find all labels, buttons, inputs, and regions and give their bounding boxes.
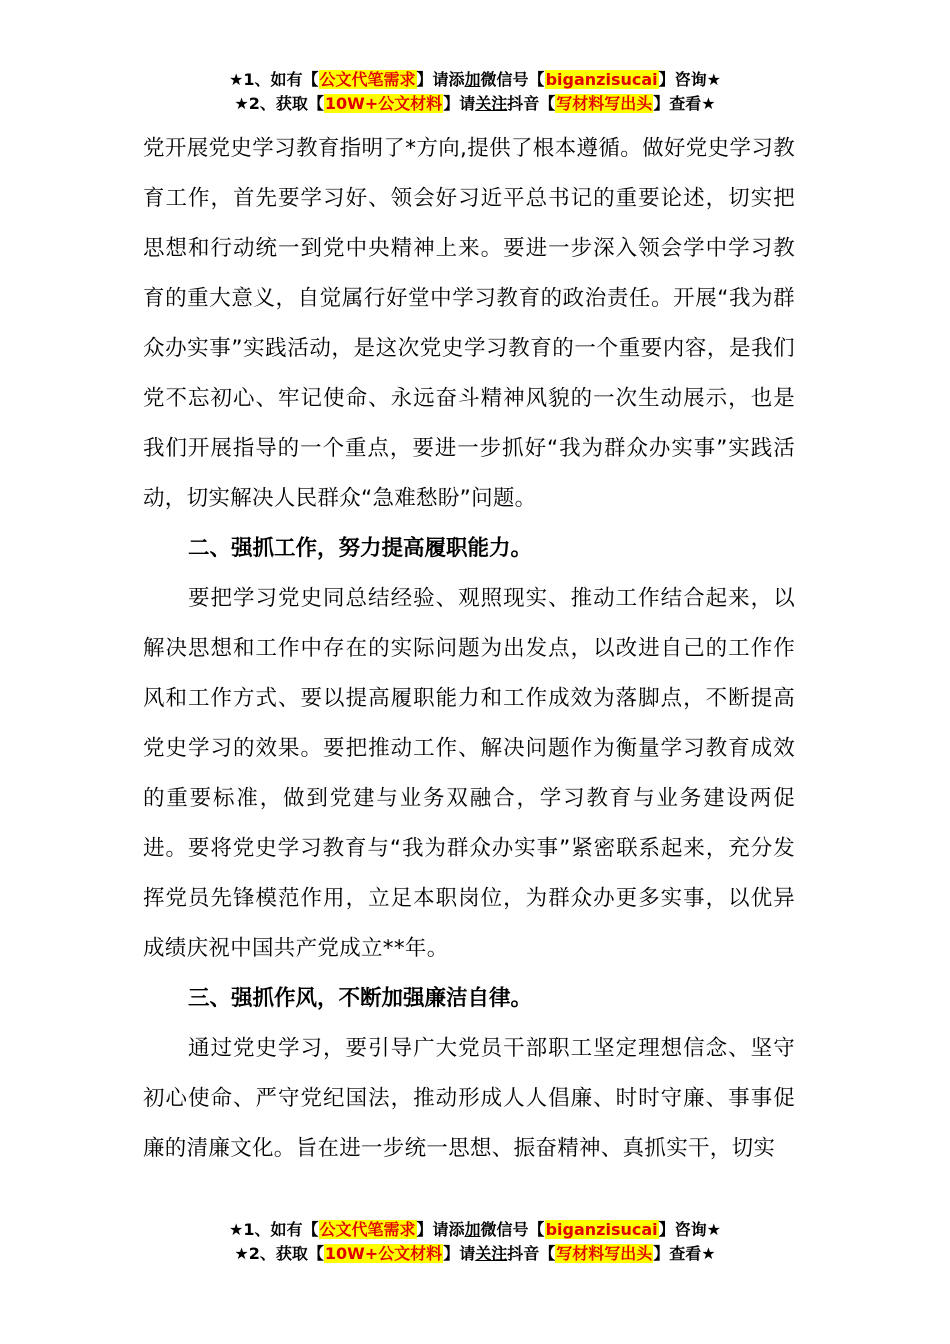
section-heading-3: 三、强抓作风，不断加强廉洁自律。 xyxy=(188,986,533,1011)
banner-text: 微信号【 xyxy=(480,1220,545,1239)
banner-text: ★2、获取【 xyxy=(234,1244,324,1263)
highlight-text: 10W+公文材料 xyxy=(324,1244,443,1263)
underlined-text: 关注 xyxy=(475,94,508,113)
banner-text: ★1、如有【 xyxy=(229,70,319,89)
highlight-text: 公文代笔需求 xyxy=(319,70,416,89)
banner-text: 抖音【 xyxy=(507,94,556,113)
banner-line-1 xyxy=(0,68,950,92)
underlined-text: 加 xyxy=(464,1220,481,1239)
banner-text: 】咨询★ xyxy=(658,1220,721,1239)
highlight-text: biganzisucai xyxy=(545,1220,658,1239)
underlined-text: 关注 xyxy=(475,1244,508,1263)
banner-text: ★2、获取【 xyxy=(234,94,324,113)
section-heading-2: 二、强抓工作，努力提高履职能力。 xyxy=(188,536,533,561)
paragraph-3: 通过党史学习，要引导广大党员干部职工坚定理想信念、坚守初心使命、严守党纪国法，推动形成人人倡廉、时时守廉、事事促廉的清廉文化。旨在进一步统一思想、振奋精神、真抓实干，切实 xyxy=(143,1036,795,1161)
footer-banner xyxy=(0,1218,950,1266)
banner-text: 】咨询★ xyxy=(658,70,721,89)
highlight-text: 10W+公文材料 xyxy=(324,94,443,113)
banner-text: 】请 xyxy=(443,94,476,113)
header-banner xyxy=(0,68,950,116)
banner-text: ★1、如有【 xyxy=(229,1220,319,1239)
underlined-text: 加 xyxy=(464,70,481,89)
banner-text: 微信号【 xyxy=(480,70,545,89)
banner-text: 】请添 xyxy=(416,1220,465,1239)
highlight-text: 写材料写出头 xyxy=(556,94,653,113)
banner-line-1 xyxy=(0,1218,950,1242)
highlight-text: 公文代笔需求 xyxy=(319,1220,416,1239)
banner-text: 】查看★ xyxy=(653,1244,716,1263)
banner-text: 】请 xyxy=(443,1244,476,1263)
banner-text: 】查看★ xyxy=(653,94,716,113)
highlight-text: 写材料写出头 xyxy=(556,1244,653,1263)
paragraph-1: 党开展党史学习教育指明了*方向,提供了根本遵循。做好党史学习教育工作，首先要学习好、领会好习近平总书记的重要论述，切实把思想和行动统一到党中央精神上来。要进一步深入领会学中学习教育的重大意义，自觉属行好堂中学习教育的政治责任。开展“我为群众办实事”实践活动，是这次党史学习教育的一个重要内容，是我们党不忘初心、牢记使命、永远奋斗精神风貌的一次生动展示，也是我们开展指导的一个重点，要进一步抓好“我为群众办实事”实践活动，切实解决人民群众“急难愁盼”问题。 xyxy=(143,136,795,511)
document-body xyxy=(143,124,795,1174)
banner-line-2 xyxy=(0,1242,950,1266)
banner-text: 抖音【 xyxy=(507,1244,556,1263)
banner-line-2 xyxy=(0,92,950,116)
highlight-text: biganzisucai xyxy=(545,70,658,89)
paragraph-2: 要把学习党史同总结经验、观照现实、推动工作结合起来，以解决思想和工作中存在的实际问题为出发点，以改进自己的工作作风和工作方式、要以提高履职能力和工作成效为落脚点，不断提高党史学习的效果。要把推动工作、解决问题作为衡量学习教育成效的重要标准，做到党建与业务双融合，学习教育与业务建设两促进。要将党史学习教育与“我为群众办实事”紧密联系起来，充分发挥党员先锋模范作用，立足本职岗位，为群众办更多实事，以优异成绩庆祝中国共产党成立**年。 xyxy=(143,586,795,961)
banner-text: 】请添 xyxy=(416,70,465,89)
